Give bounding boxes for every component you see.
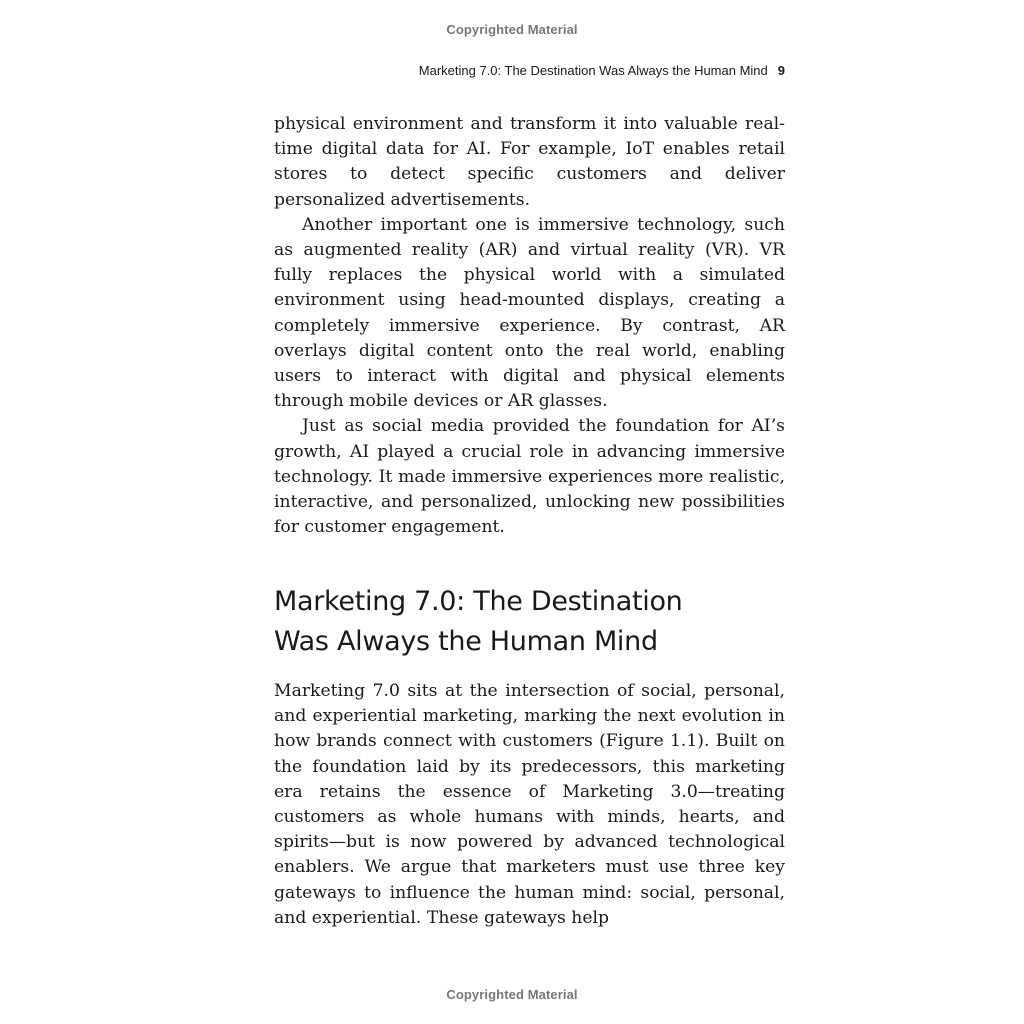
paragraph-immersive-technology: Another important one is immersive technology, such as augmented reality (AR) and virtual reality (VR). VR fully replaces the physical world with a simulated environment using head-mounted displays, creating a completely immersive experience. By contrast, AR overlays digital content onto the real world, enabling users to interact with digital and physical elements through mobile devices or AR glasses. [274,214,785,412]
section-heading-line-1: Marketing 7.0: The Destination [274,586,683,617]
running-header [274,63,785,78]
copyright-watermark-bottom: Copyrighted Material [446,987,578,1002]
page-number: 9 [777,63,785,78]
section-heading-line-2: Was Always the Human Mind [274,626,658,657]
paragraph-marketing-7: Marketing 7.0 sits at the intersection of social, personal, and experiential marketing, marking the next evolution in how brands connect with customers (Figure 1.1). Built on the foundation laid by its predecessors, this marketing era retains the essence of Marketing 3.0—treating customers as whole humans with minds, hearts, and spirits—but is now powered by advanced technological enablers. We argue that marketers must use three key gateways to influence the human mind: social, personal, and experiential. These gateways help [274,681,785,928]
body-text-bottom [274,679,785,931]
paragraph-ai-immersive: Just as social media provided the foundation for AI’s growth, AI played a crucial role in advancing immersive technology. It made immersive experiences more realistic, interactive, and personalized, unlocking new possibilities for customer engagement. [274,416,785,538]
running-header-title: Marketing 7.0: The Destination Was Always the Human Mind [418,63,768,78]
copyright-watermark-top: Copyrighted Material [446,22,578,37]
section-heading [274,582,794,662]
paragraph-iot: physical environment and transform it into valuable real-time digital data for AI. For example, IoT enables retail stores to detect specific customers and deliver personalized advertisements. [274,114,785,210]
body-text-top [274,112,785,540]
